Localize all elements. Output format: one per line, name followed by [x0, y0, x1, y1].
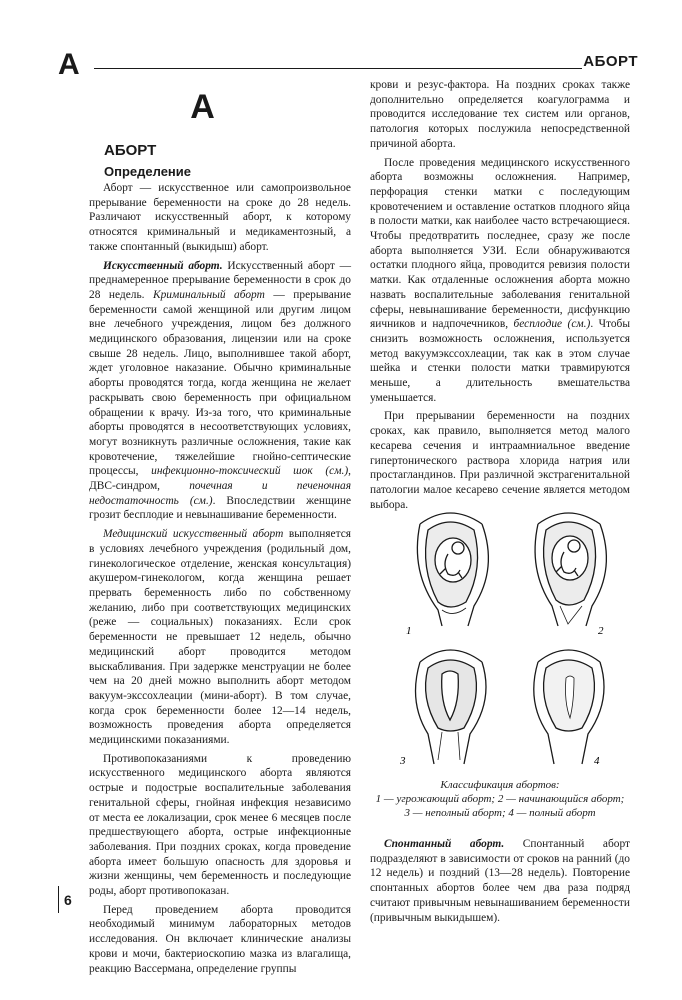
- preparation-paragraph: Перед проведением аборта проводится необходимый минимум лабораторных методов исследования. Он включает клинические анализы крови и мочи, бактериоскопию мазка из влагалища, реакцию Вассермана, определение группы: [89, 903, 351, 975]
- cross-ref-insufficiency: почечная и печеночная недостаточность (см.): [89, 480, 351, 507]
- term-artificial: Искусственный аборт.: [103, 259, 223, 272]
- uterus-diagram-4: [534, 650, 604, 764]
- term-criminal: Криминальный аборт: [153, 288, 265, 301]
- uterus-diagram-2: [535, 513, 606, 626]
- header-rule: [94, 68, 582, 69]
- page-number: 6: [64, 892, 72, 908]
- running-title: АБОРТ: [583, 53, 638, 70]
- cross-ref-infertility: бесплодие (см.): [513, 318, 591, 331]
- medical-abortion-paragraph: Медицинский искусственный аборт выполняется в условиях лечебного учреждения (родильный дом, гинекологическое отделение, женская консультация) акушером-гинекологом, когда женщина решает прервать беременность либо по собственному желанию, либо при соответствующих медицинских (реже — социальных) показаниях. Если срок беременности не превышает 12 недель, обычно медицинский аборт проводится методом выскабливания. При задержке менструации не более чем на 20 дней можно выполнить аборт методом вакуум-экссохлеации (мини-аборт). В том случае, когда срок беременности более 12—14 недель, возможность проведения аборта определяется медицинскими показаниями.: [89, 528, 351, 747]
- figure-label-4: 4: [594, 755, 600, 767]
- spontaneous-abortion-section: [370, 837, 630, 925]
- term-spontaneous: Спонтанный аборт.: [384, 838, 505, 850]
- artificial-abortion-paragraph: Искусственный аборт. Искусственный аборт — преднамеренное прерывание беременности в срок до 28 недель. Криминальный аборт — прерывание беременности самой женщиной или другим лицом вне лечебного учреждения, лицом без должного медицинского образования, лицензии или на сроке свыше 28 недель. Лицо, выполнившее такой аборт, ждет уголовное наказание. Обычно криминальные аборты проводятся тогда, когда женщина не желает раскрывать свою беременность при официальном обращении к врачу. Из-за того, что криминальные аборты проводятся в несоответствующих условиях, могут возникнуть различные осложнения, такие как кровотечение, тяжелейшие гнойно-септические процессы, инфекционно-токсический шок (см.), ДВС-синдром, почечная и печеночная недостаточность (см.). Впоследствии женщине грозит бесплодие и невынашивание беременности.: [89, 259, 351, 522]
- figure-label-2: 2: [598, 625, 604, 637]
- spontaneous-abortion-paragraph: Спонтанный аборт. Спонтанный аборт подразделяют в зависимости от сроков на ранний (до 12 недель) и поздний (13—28 недель). Повторение спонтанных абортов более чем два раза подряд считают привычным невынашиванием беременности (привычным выкидышем).: [370, 838, 630, 924]
- article-title: АБОРТ: [104, 142, 157, 159]
- right-column: [370, 78, 630, 512]
- abortion-classification-figure: [398, 502, 630, 770]
- header-letter: А: [58, 48, 80, 81]
- figure-label-3: 3: [400, 755, 406, 767]
- uterus-diagram-1: [417, 513, 488, 626]
- definition-paragraph: Аборт — искусственное или самопроизвольное прерывание беременности на сроке до 28 недель. Различают искусственный аборт, к которому относятся криминальный и медикаментозный, а также спонтанный (выкидыш) аборт.: [89, 182, 351, 253]
- complications-paragraph: После проведения медицинского искусственного аборта возможны осложнения. Например, перфорация стенки матки с последующим кровотечением и оставление остатков плодного яйца в полости матки, как наиболее часто встречающиеся. Чтобы предотвратить последнее, сразу же после аборта выполняется УЗИ. Если обнаруживаются остатки плодного яйца, проводится ревизия полости матки. Как отдаленные осложнения аборта можно назвать воспалительные заболевания генитальной сферы, невынашивание беременности, дисфункцию яичников и надпочечников, бесплодие (см.). Чтобы снизить возможность осложнения, используется метод вакуумэкссохлеации, так как в этом случае шейка и стенки полости матки травмируются меньше, а длительность вмешательства уменьшается.: [370, 156, 631, 404]
- section-heading: Определение: [104, 164, 192, 179]
- cross-ref-shock: инфекционно-токсический шок (см.): [151, 465, 349, 478]
- left-column: [89, 181, 351, 976]
- uterus-diagram-3: [416, 650, 487, 764]
- contraindications-paragraph: Противопоказаниями к проведению искусственного медицинского аборта являются острые и подострые воспалительные заболевания генитальной сферы, гнойная инфекция независимо от места ее локализации, срок менее 6 месяцев после предшествующего аборта, острые инфекционные заболевания. При поздних сроках, когда проведение аборта имеет большую опасность для здоровья и жизни женщины, чем беременность и последующие роды, аборт противопоказан.: [89, 752, 351, 898]
- section-letter: А: [190, 88, 215, 126]
- late-term-paragraph: При прерывании беременности на поздних сроках, как правило, выполняется метод малого кесарева сечения и интраамниальное введение гипертонического раствора хлорида натрия или простагландинов. При различной экстрагенитальной патологии малое кесарево сечение является методом выбора.: [370, 410, 630, 511]
- figure-label-1: 1: [406, 625, 412, 637]
- term-medical: Медицинский искусственный аборт: [103, 528, 284, 541]
- continuation-paragraph: крови и резус-фактора. На поздних сроках также дополнительно определяется коагулограмма и проводится исследование тех систем или органов, патология которых послужила непосредственной причиной аборта.: [370, 79, 630, 150]
- page-number-rule: [58, 886, 59, 913]
- figure-caption: Классификация абортов: 1 — угрожающий аборт; 2 — начинающийся аборт; 3 — неполный аборт; 4 — полный аборт: [375, 779, 625, 819]
